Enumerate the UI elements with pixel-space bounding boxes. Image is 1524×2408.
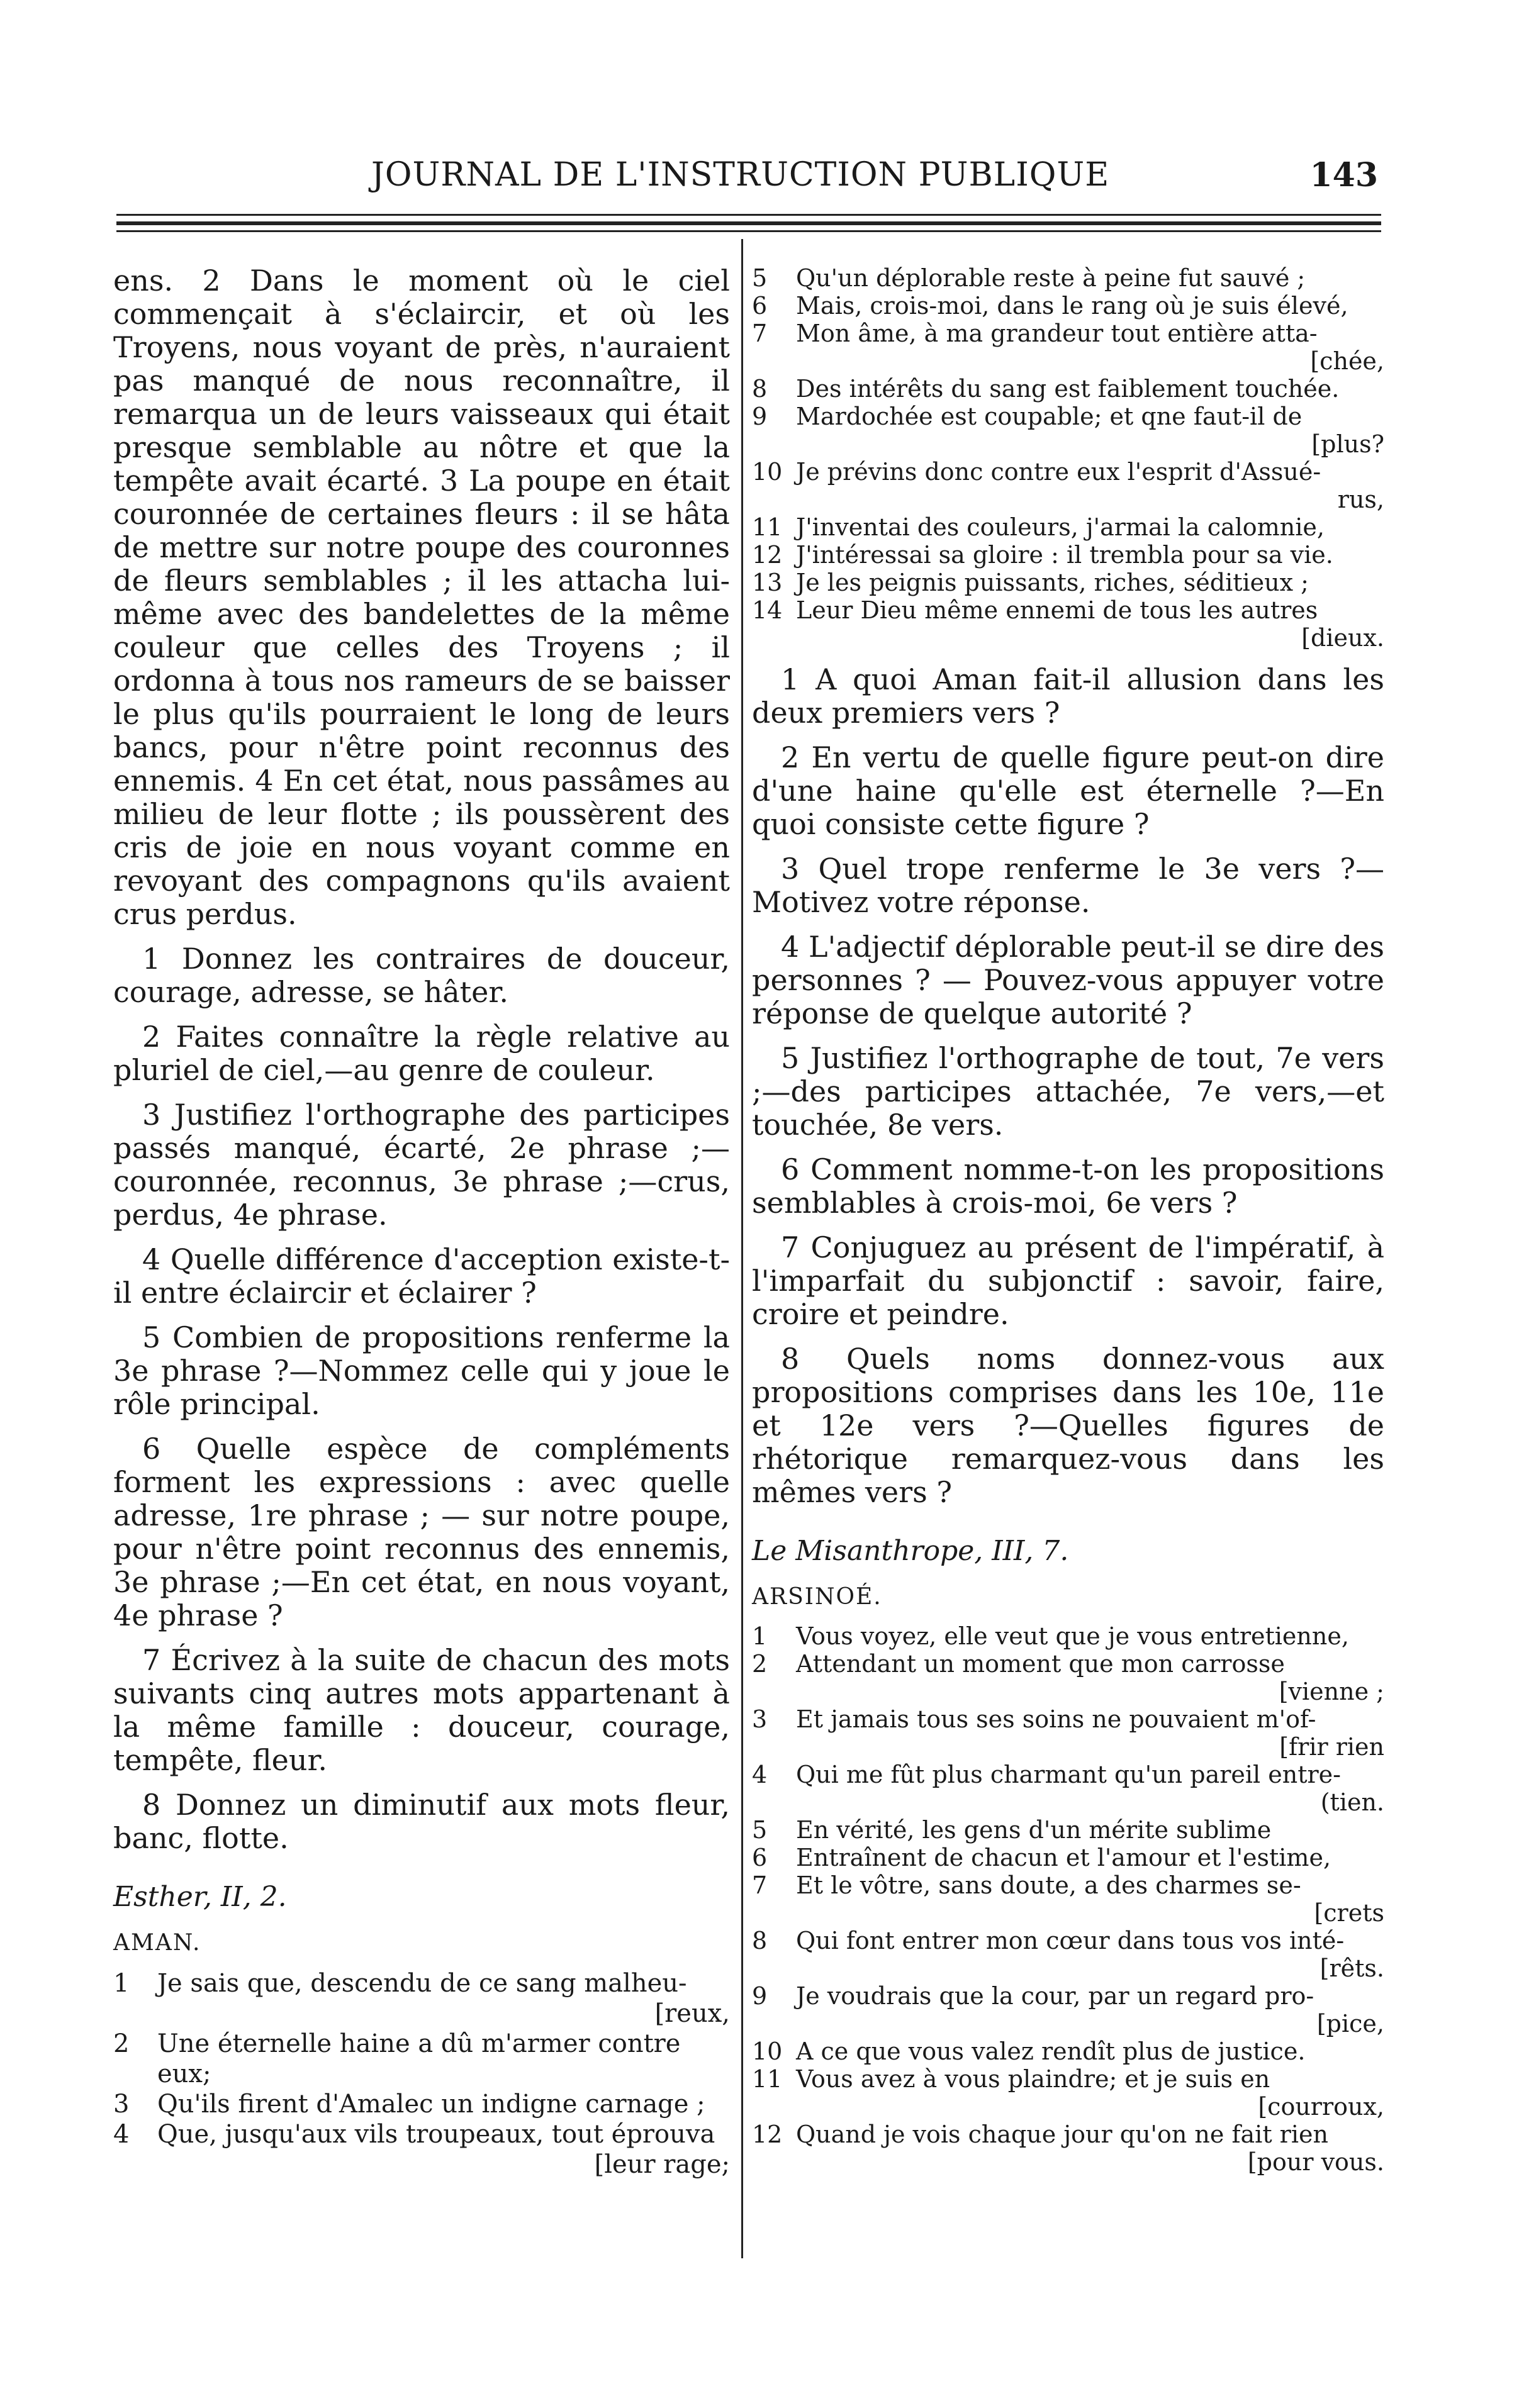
verse-line: [752, 541, 1384, 569]
verse-number: 10: [752, 458, 783, 486]
column-divider: [741, 239, 743, 2258]
verse-continuation: [reux,: [654, 1999, 730, 2028]
speaker-name: AMAN.: [113, 1930, 201, 1956]
verse-line: [752, 2121, 1384, 2176]
verse-text: Mais, crois-moi, dans le rang où je suis élevé,: [796, 292, 1348, 320]
verse-line: [752, 1844, 1384, 1871]
verse-continuation: (tien.: [1320, 1788, 1384, 1816]
verse-text: En vérité, les gens d'un mérite sublime: [796, 1816, 1272, 1844]
question: 7 Écrivez à la suite de chacun des mots suivants cinq autres mots appartenant à la même famille : douceur, courage, tempête, fleur.: [113, 1643, 730, 1777]
verse-text: Qui me fût plus charmant qu'un pareil entre-: [796, 1761, 1341, 1788]
verse-text: Entraînent de chacun et l'amour et l'estime,: [796, 1844, 1331, 1871]
verse-number: 7: [752, 320, 768, 347]
verse-text: Des intérêts du sang est faiblement touchée.: [796, 375, 1340, 403]
verse-number: 12: [752, 2121, 783, 2148]
verse-line: [752, 403, 1384, 458]
verse-continuation: [leur rage;: [594, 2150, 730, 2179]
verse-line: [752, 1927, 1384, 1982]
verse-continuation: [rêts.: [1319, 1954, 1384, 1982]
verse-text: Et le vôtre, sans doute, a des charmes se-: [796, 1871, 1301, 1899]
question: 6 Quelle espèce de compléments forment les expressions : avec quelle adresse, 1re phrase ; — sur notre poupe, pour n'être point reconnus des ennemis, 3e phrase ;—En cet état, en nous voyant, 4e phrase ?: [113, 1432, 730, 1632]
verse-number: 8: [752, 1927, 768, 1954]
verse-block: [752, 1622, 1384, 2176]
question: 4 L'adjectif déplorable peut-il se dire des personnes ? — Pouvez-vous appuyer votre réponse de quelque autorité ?: [752, 930, 1384, 1030]
verse-number: 4: [113, 2120, 130, 2149]
verse-continuation: [vienne ;: [1279, 1678, 1384, 1705]
verse-text: Qu'ils firent d'Amalec un indigne carnage ;: [157, 2090, 705, 2119]
verse-number: 2: [113, 2029, 130, 2058]
verse-block: [113, 1968, 730, 2180]
verse-line: [752, 569, 1384, 596]
verse-line: [113, 2089, 730, 2119]
verse-number: 8: [752, 375, 768, 403]
right-column: [752, 264, 1384, 2176]
running-header: [120, 156, 1378, 213]
verse-number: 11: [752, 513, 783, 541]
verse-text: Une éternelle haine a dû m'armer contre eux;: [157, 2029, 681, 2088]
verse-continuation: [pour vous.: [1247, 2148, 1384, 2176]
question: 4 Quelle différence d'acception existe-t-il entre éclaircir et éclairer ?: [113, 1242, 730, 1310]
question: 5 Justifiez l'orthographe de tout, 7e vers ;—des participes attachée, 7e vers,—et touchée, 8e vers.: [752, 1041, 1384, 1142]
verse-continuation: [plus?: [1311, 430, 1384, 458]
verse-line: [752, 1982, 1384, 2037]
question: 3 Quel trope renferme le 3e vers ?—Motivez votre réponse.: [752, 852, 1384, 919]
verse-line: [113, 1968, 730, 2029]
question: 1 Donnez les contraires de douceur, courage, adresse, se hâter.: [113, 942, 730, 1009]
verse-line: [752, 2037, 1384, 2065]
verse-line: [752, 513, 1384, 541]
verse-text: Quand je vois chaque jour qu'on ne fait rien: [796, 2121, 1328, 2148]
verse-text: Attendant un moment que mon carrosse: [796, 1650, 1285, 1678]
question: 3 Justifiez l'orthographe des participes passés manqué, écarté, 2e phrase ;—couronnée, reconnus, 3e phrase ;—crus, perdus, 4e phrase.: [113, 1098, 730, 1232]
prose-passage: ens. 2 Dans le moment où le ciel commençait à s'éclaircir, et où les Troyens, nous voyant de près, n'auraient pas manqué de nous reconnaître, il remarqua un de leurs vaisseaux qui était presque semblable au nôtre et que la tempête avait écarté. 3 La poupe en était couronnée de certaines fleurs : il se hâta de mettre sur notre poupe des couronnes de fleurs semblables ; il les attacha lui-même avec des bandelettes de la même couleur que celles des Troyens ; il ordonna à tous nos rameurs de se baisser le plus qu'ils pourraient le long de leurs bancs, pour n'être point reconnus des ennemis. 4 En cet état, nous passâmes au milieu de leur flotte ; ils poussèrent des cris de joie en nous voyant comme en revoyant des compagnons qu'ils avaient crus perdus.: [113, 264, 730, 931]
question: 5 Combien de propositions renferme la 3e phrase ?—Nommez celle qui y joue le rôle principal.: [113, 1320, 730, 1421]
verse-number: 9: [752, 403, 768, 430]
verse-number: 5: [752, 1816, 768, 1844]
header-rule: [116, 214, 1381, 216]
verse-number: 7: [752, 1871, 768, 1899]
verse-number: 13: [752, 569, 783, 596]
verse-continuation: [frir rien: [1279, 1733, 1384, 1761]
verse-line: [752, 375, 1384, 403]
verse-line: [113, 2029, 730, 2089]
header-rule: [116, 221, 1381, 225]
question: 6 Comment nomme-t-on les propositions semblables à crois-moi, 6e vers ?: [752, 1152, 1384, 1220]
question-list: [113, 942, 730, 1855]
verse-number: 11: [752, 2065, 783, 2093]
verse-number: 2: [752, 1650, 768, 1678]
verse-line: [752, 1650, 1384, 1705]
verse-number: 6: [752, 292, 768, 320]
verse-number: 1: [113, 1969, 130, 1998]
question: 2 En vertu de quelle figure peut-on dire d'une haine qu'elle est éternelle ?—En quoi consiste cette figure ?: [752, 740, 1384, 841]
question: 2 Faites connaître la règle relative au pluriel de ciel,—au genre de couleur.: [113, 1020, 730, 1087]
question: 1 A quoi Aman fait-il allusion dans les deux premiers vers ?: [752, 662, 1384, 730]
verse-text: A ce que vous valez rendît plus de justice.: [796, 2037, 1306, 2065]
verse-number: 14: [752, 596, 783, 624]
source-citation: Esther, II, 2.: [113, 1881, 287, 1913]
verse-text: Je voudrais que la cour, par un regard pro-: [796, 1982, 1314, 2010]
verse-line: [752, 264, 1384, 292]
verse-continuation: rus,: [1337, 486, 1384, 513]
journal-title: JOURNAL DE L'INSTRUCTION PUBLIQUE: [371, 156, 1110, 194]
verse-continuation: [crets: [1314, 1899, 1384, 1927]
verse-line: [752, 292, 1384, 320]
verse-line: [752, 1705, 1384, 1761]
verse-number: 9: [752, 1982, 768, 2010]
verse-text: Vous voyez, elle veut que je vous entretienne,: [796, 1622, 1349, 1650]
question: 7 Conjuguez au présent de l'impératif, à l'imparfait du subjonctif : savoir, faire, croire et peindre.: [752, 1230, 1384, 1331]
verse-line: [752, 1622, 1384, 1650]
page-number: 143: [1309, 156, 1378, 194]
verse-block: [752, 264, 1384, 652]
verse-line: [752, 2065, 1384, 2121]
question: 8 Donnez un diminutif aux mots fleur, banc, flotte.: [113, 1788, 730, 1855]
question: 8 Quels noms donnez-vous aux propositions comprises dans les 10e, 11e et 12e vers ?—Quelles figures de rhétorique remarquez-vous dans les mêmes vers ?: [752, 1342, 1384, 1509]
verse-number: 10: [752, 2037, 783, 2065]
verse-line: [752, 458, 1384, 513]
verse-continuation: [dieux.: [1301, 624, 1384, 652]
verse-line: [113, 2119, 730, 2180]
verse-line: [752, 320, 1384, 375]
verse-line: [752, 1761, 1384, 1816]
verse-text: Et jamais tous ses soins ne pouvaient m'of-: [796, 1705, 1316, 1733]
verse-text: Leur Dieu même ennemi de tous les autres: [796, 596, 1318, 624]
verse-number: 3: [752, 1705, 768, 1733]
verse-text: J'inventai des couleurs, j'armai la calomnie,: [796, 513, 1325, 541]
question-list: [752, 663, 1384, 1509]
verse-number: 6: [752, 1844, 768, 1871]
left-column: [113, 264, 730, 2180]
verse-number: 12: [752, 541, 783, 569]
verse-text: Vous avez à vous plaindre; et je suis en: [796, 2065, 1270, 2093]
verse-text: J'intéressai sa gloire : il trembla pour sa vie.: [796, 541, 1333, 569]
verse-number: 4: [752, 1761, 768, 1788]
verse-text: Mardochée est coupable; et qne faut-il de: [796, 403, 1303, 430]
header-rule: [116, 230, 1381, 232]
speaker-name: ARSINOÉ.: [752, 1584, 882, 1610]
verse-continuation: [pice,: [1316, 2010, 1384, 2037]
verse-text: Que, jusqu'aux vils troupeaux, tout éprouva: [157, 2120, 715, 2149]
verse-continuation: [courroux,: [1258, 2093, 1384, 2121]
verse-number: 5: [752, 264, 768, 292]
verse-text: Je prévins donc contre eux l'esprit d'Assué-: [796, 458, 1321, 486]
verse-number: 3: [113, 2090, 130, 2119]
verse-text: Je sais que, descendu de ce sang malheu-: [157, 1969, 687, 1998]
verse-continuation: [chée,: [1310, 347, 1384, 375]
verse-line: [752, 596, 1384, 652]
verse-text: Je les peignis puissants, riches, séditieux ;: [796, 569, 1309, 596]
verse-text: Mon âme, à ma grandeur tout entière atta-: [796, 320, 1318, 347]
verse-line: [752, 1816, 1384, 1844]
verse-text: Qui font entrer mon cœur dans tous vos inté-: [796, 1927, 1345, 1954]
verse-text: Qu'un déplorable reste à peine fut sauvé ;: [796, 264, 1306, 292]
source-citation: Le Misanthrope, III, 7.: [752, 1535, 1069, 1567]
verse-line: [752, 1871, 1384, 1927]
verse-number: 1: [752, 1622, 768, 1650]
